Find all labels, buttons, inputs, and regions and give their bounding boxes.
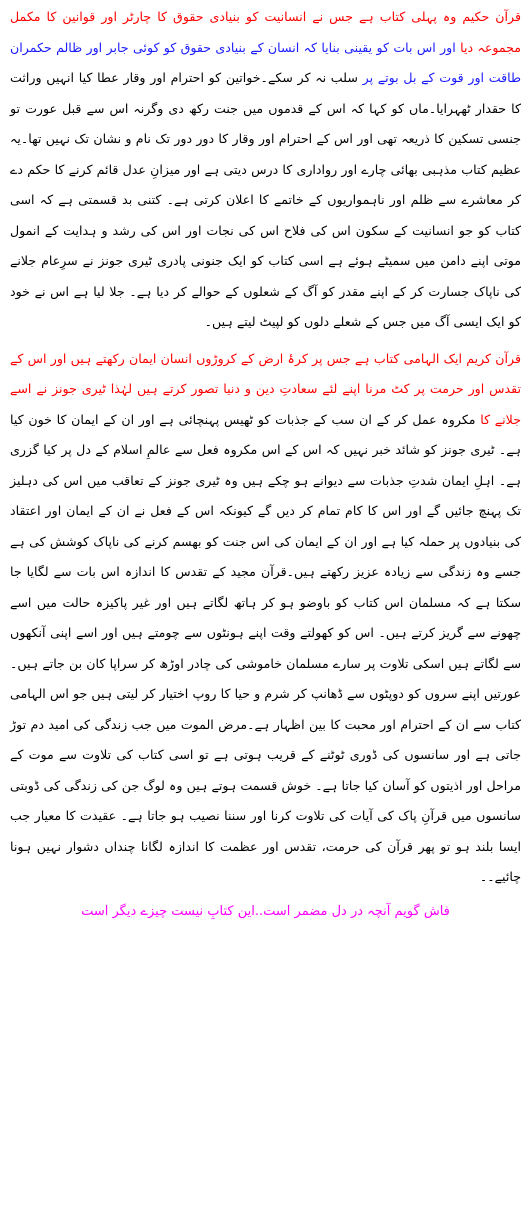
paragraph-1-black-text: سلب نہ کر سکے۔خواتین کو احترام اور وقار عطا کیا انہیں وراثت کا حقدار ٹھہرایا۔ماں کو کہا کہ اس کے قدموں میں جنت رکھ دی وگرنہ اس سے قبل عورت تو جنسی تسکین کا ذریعہ تھی اور اس کے احترام اور وقار کا دور دور تک نام و نشان تک نہیں تھا۔یہ عظیم کتاب مذہبی بھائی چارے اور رواداری کا درس دیتی ہے اور میزانِ عدل قائم کرنے کا حکم دے کر معاشرے سے ظلم اور ناہمواریوں کے خاتمے کا اعلان کرتی ہے۔ کتنی بد قسمتی ہے کہ اسی کتاب کو جو انسانیت کے سکون اس کی فلاح اس کی نجات اور اس کی رشد و ہدایت کے انمول موتی اپنے دامن میں سمیٹے ہوئے ہے اسی کتاب کو ایک جنونی پادری ٹیری جونز نے سرِعام جلانے کی ناپاک جسارت کر کے اپنے مقدر کو آگ کے شعلوں کے حوالے کر دیا ہے۔ جلا لیا ہے اس نے خود کو ایک ایسی آگ میں جس کے شعلے دلوں کو لپیٹ لیتے ہیں۔ (10, 70, 521, 329)
paragraph-1 (10, 2, 521, 338)
paragraph-2 (10, 344, 521, 893)
closing-verse: فاش گویم آنچہ در دل مضمر است..این کتابِ نیست چیزے دیگر است (81, 903, 450, 919)
paragraph-2-black-text: مکروہ عمل کر کے ان سب کے جذبات کو ٹھیس پہنچائی ہے اور ان کے ایمان کا خون کیا ہے۔ ٹیری جونز کو شائد خبر نہیں کہ اس کے اس مکروہ فعل سے عالمِ اسلام کے دل پر کیا گزری ہے۔ اہلِ ایمان شدتِ جذبات سے دیوانے ہو چکے ہیں وہ ٹیری جونز کے تعاقب میں اس کی دہلیز تک پہنچ جائیں گے اور اس کا کام تمام کر دیں گے کیونکہ اس کے فعل نے ان کے ایمان اور اعتقاد کی بنیادوں پر حملہ کیا ہے اور ان کے ایمان کی اس جنت کو بھسم کرنے کی ناپاک کوشش کی ہے جسے وہ زندگی سے زیادہ عزیز رکھتے ہیں۔قرآن مجید کے تقدس کا اندازہ اس بات سے لگایا جا سکتا ہے کہ مسلمان اس کتاب کو باوضو ہو کر ہاتھ لگاتے ہیں اور غیر پاکیزہ حالت میں اسے چھونے سے گریز کرتے ہیں۔ اس کو کھولتے وقت اپنے ہونٹوں سے چومتے ہیں اور اسے اپنی آنکھوں سے لگاتے ہیں اسکی تلاوت پر سارے مسلمان خاموشی کی چادر اوڑھ کر سراپا کان بن جاتے ہیں۔ عورتیں اپنے سروں کو دوپٹوں سے ڈھانپ کر شرم و حیا کا روپ اختیار کر لیتی ہیں جو اس الہامی کتاب سے ان کے احترام اور محبت کا بین اظہار ہے۔مرض الموت میں جب زندگی کی امید دم توڑ جاتی ہے اور سانسوں کی ڈوری ٹوٹنے کے قریب ہوتی ہے تو اسی کتاب کی تلاوت سے موت کے مراحل اور اذیتوں کو آسان کیا جاتا ہے۔ خوش قسمت ہوتے ہیں وہ لوگ جن کی زندگی کی ڈوبتی سانسوں میں قرآنِ پاک کی آیات کی تلاوت کرنا اور سننا نصیب ہو جاتا ہے۔ عقیدت کا معیار جب ایسا بلند ہو تو پھر قرآن کی حرمت، تقدس اور عظمت کا اندازہ لگانا چنداں دشوار نہیں ہونا چائیے۔۔ (10, 411, 521, 884)
paragraph-1-red-text: قرآن حکیم وہ پہلی کتاب ہے جس نے انسانیت کو بنیادی حقوق کا چارٹر اور قوانین کا مکمل مجموعہ دیا (10, 9, 521, 55)
paragraph-2-red-text: قرآن کریم ایک الہامی کتاب ہے جس پر کرۂ ارض کے کروڑوں انسان ایمان رکھتے ہیں اور اس کے تقدس اور حرمت پر کٹ مرنا اپنے لئے سعادتِ دین و دنیا تصور کرتے ہیں لہٰذا ٹیری جونز نے اسے جلانے کا (10, 350, 521, 427)
paragraph-1-blue-text: اور اس بات کو یقینی بنایا کہ انسان کے بنیادی حقوق کو کوئی جابر اور ظالم حکمران طاقت اور قوت کے بل بوتے پر (10, 39, 521, 85)
